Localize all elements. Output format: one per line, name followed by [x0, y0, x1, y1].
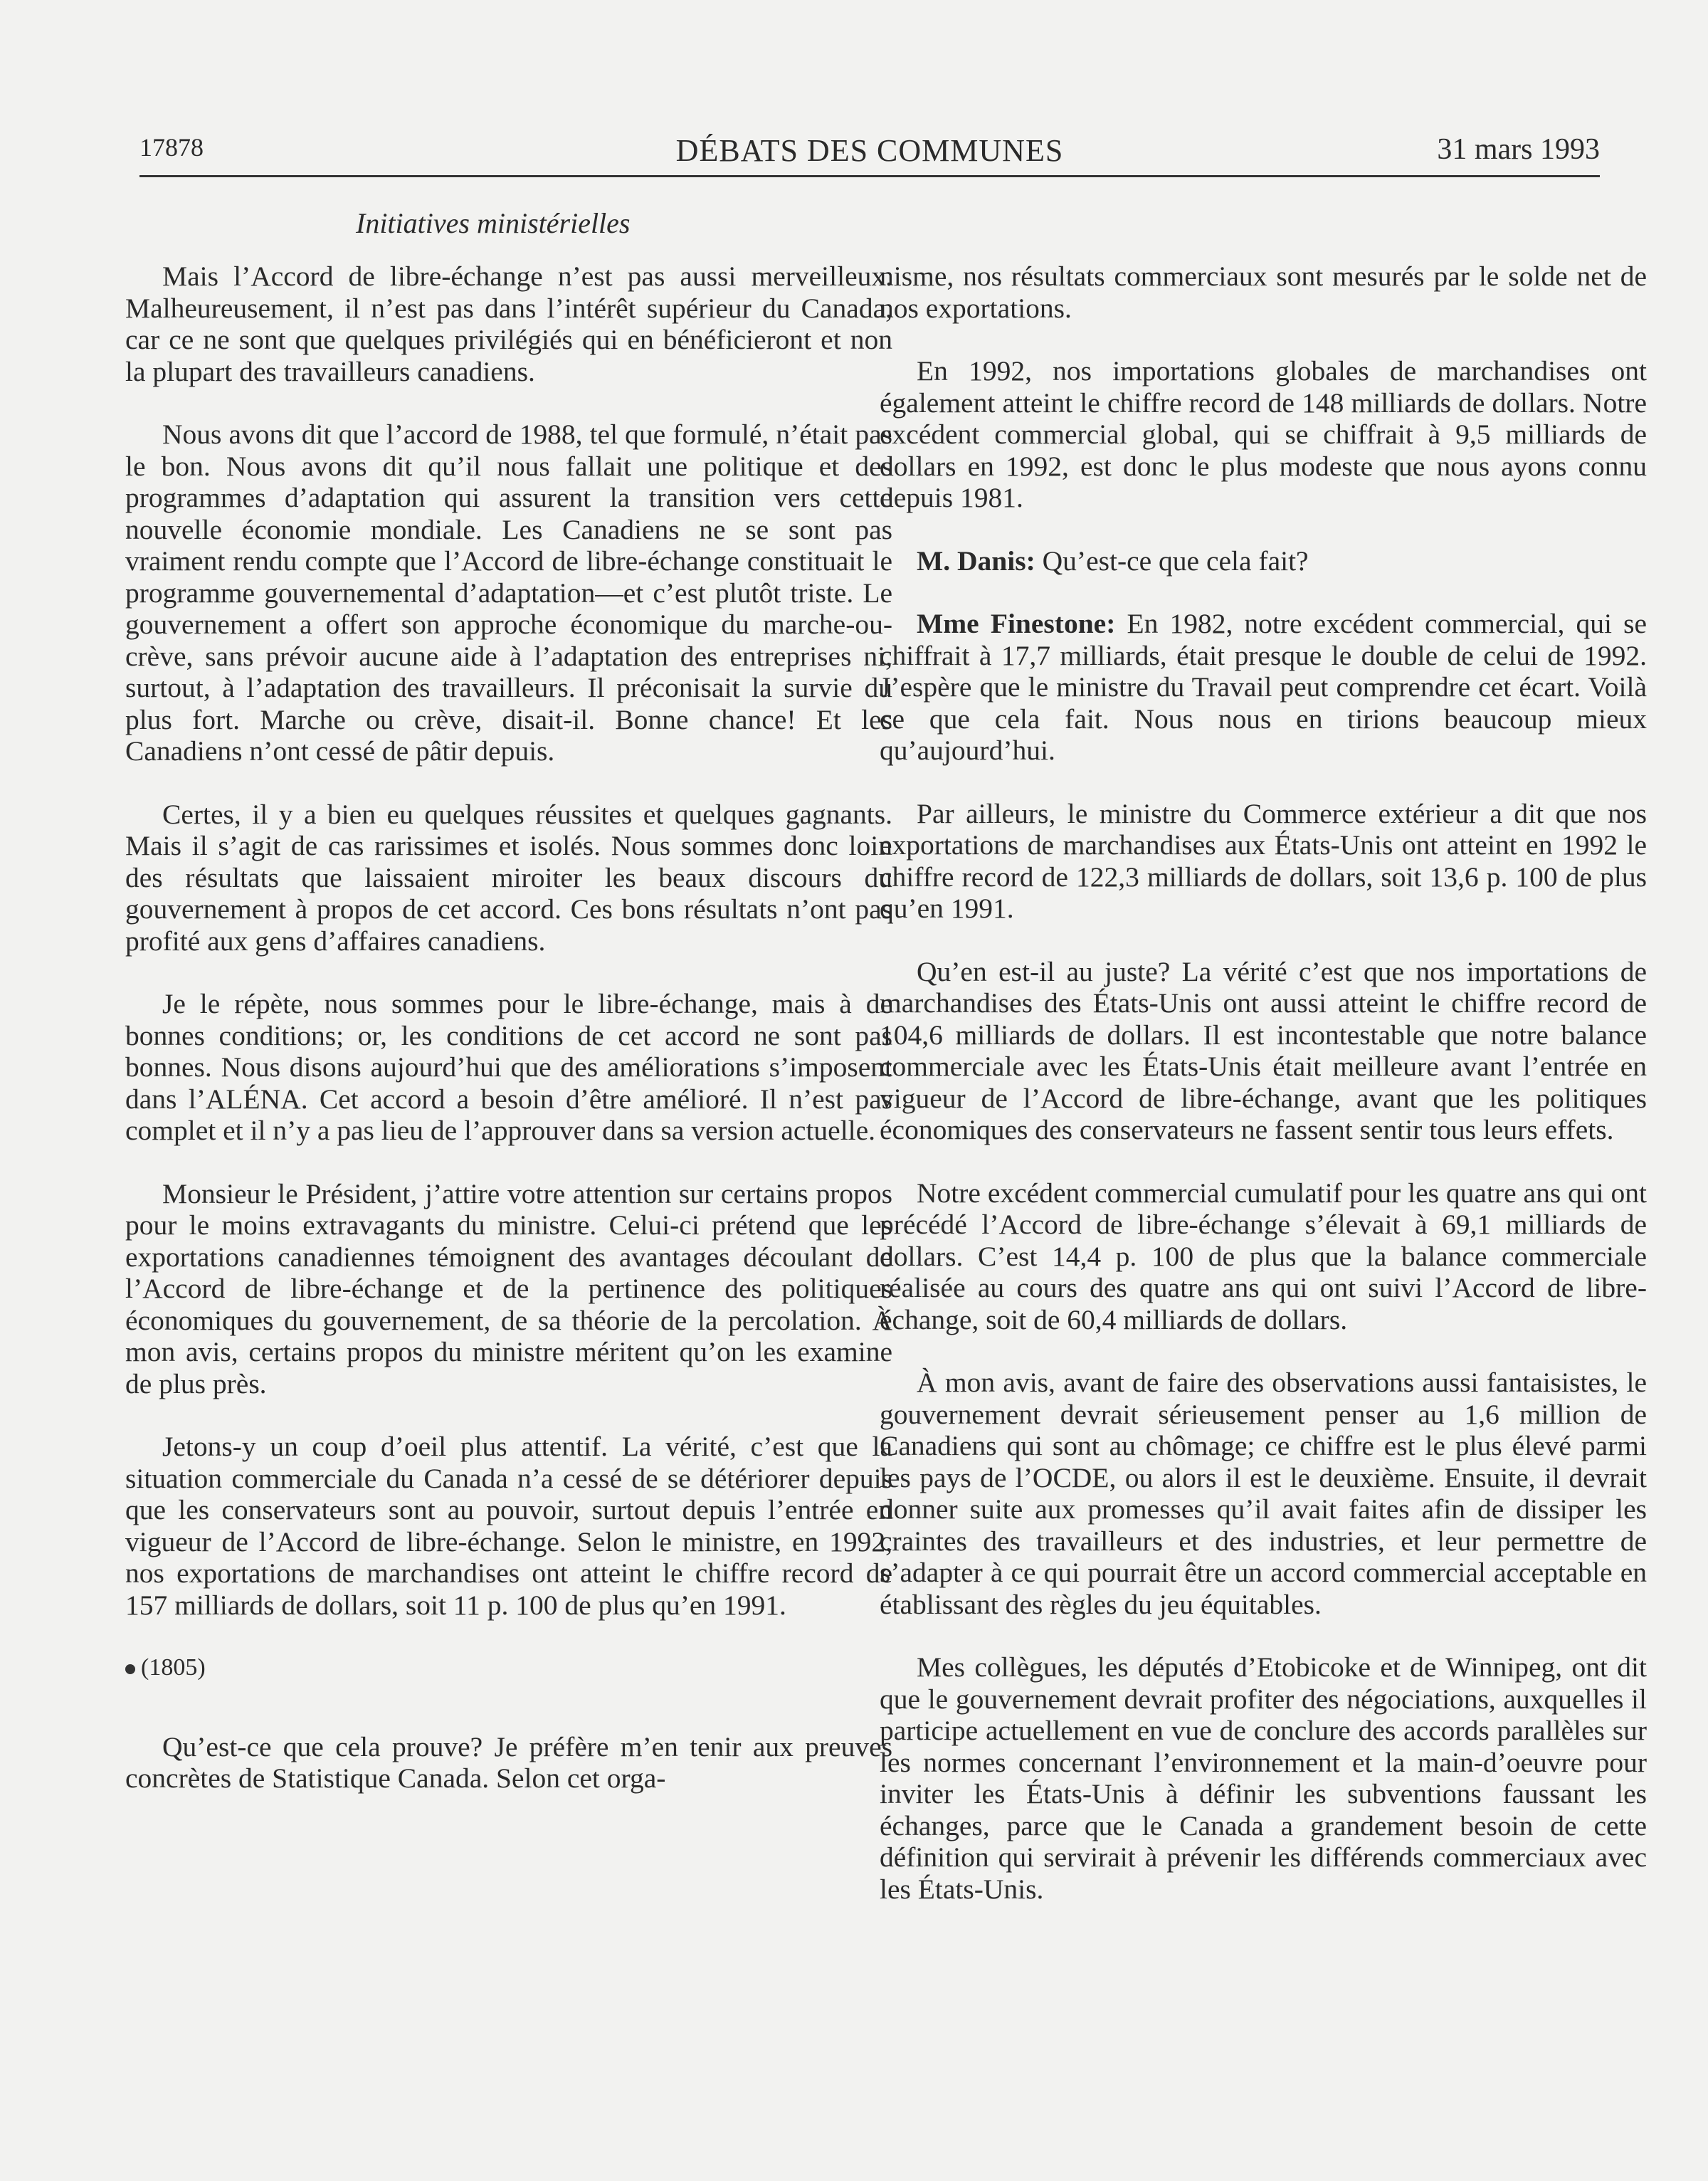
paragraph: À mon avis, avant de faire des observations aussi fantaisistes, le gouvernement devrait sérieusement penser au 1,6 million de Canadiens qui sont au chômage; ce chiffre est le plus élevé parmi les pays de l’OCDE, ou alors il est le deuxième. Ensuite, il devrait donner suite aux promesses qu’il avait faites afin de dissiper les craintes des travailleurs et des industries, et leur permettre de s’adapter à ce qui pourrait être un accord commercial acceptable en établissant des règles du jeu équitables. — [880, 1367, 1647, 1620]
publication-title: DÉBATS DES COMMUNES — [675, 133, 1064, 168]
section-title: Initiatives ministérielles — [356, 207, 631, 239]
speaker-name: Mme Finestone: — [917, 608, 1116, 639]
speech-paragraph — [880, 608, 1647, 767]
page-number: 17878 — [139, 133, 204, 162]
paragraph: Certes, il y a bien eu quelques réussites et quelques gagnants. Mais il s’agit de cas rarissimes et isolés. Nous sommes donc loin des résultats que laissaient miroiter les beaux discours du gouvernement à propos de cet accord. Ces bons résultats n’ont pas profité aux gens d’affaires canadiens. — [125, 798, 892, 957]
right-column — [880, 261, 1647, 1936]
paragraph: Jetons-y un coup d’oeil plus attentif. La vérité, c’est que la situation commerciale du Canada n’a cessé de se détériorer depuis que les conservateurs sont au pouvoir, surtout depuis l’entrée en vigueur de l’Accord de libre-échange. Selon le ministre, en 1992, nos exportations de marchandises ont atteint le chiffre record de 157 milliards de dollars, soit 11 p. 100 de plus qu’en 1991. — [125, 1431, 892, 1621]
paragraph: Je le répète, nous sommes pour le libre-échange, mais à de bonnes conditions; or, les conditions de cet accord ne sont pas bonnes. Nous disons aujourd’hui que des améliorations s’imposent dans l’ALÉNA. Cet accord a besoin d’être amélioré. Il n’est pas complet et il n’y a pas lieu de l’approuver dans sa version actuelle. — [125, 988, 892, 1146]
paragraph: Qu’est-ce que cela prouve? Je préfère m’en tenir aux preuves concrètes de Statistique Canada. Selon cet orga- — [125, 1730, 892, 1794]
time-marker — [125, 1652, 892, 1684]
paragraph: Monsieur le Président, j’attire votre attention sur certains propos pour le moins extravagants du ministre. Celui-ci prétend que les exportations canadiennes témoignent des avantages découlant de l’Accord de libre-échange et de la pertinence des politiques économiques du gouvernement, de sa théorie de la percolation. À mon avis, certains propos du ministre méritent qu’on les examine de plus près. — [125, 1177, 892, 1399]
speech-text: En 1982, notre excédent commercial, qui se chiffrait à 17,7 milliards, était presque le double de celui de 1992. J’espère que le ministre du Travail peut comprendre cet écart. Voilà ce que cela fait. Nous nous en tirions beaucoup mieux qu’aujourd’hui. — [880, 608, 1648, 766]
speech-text: Qu’est-ce que cela fait? — [1042, 545, 1309, 577]
paragraph: nisme, nos résultats commerciaux sont mesurés par le solde net de nos exportations. — [880, 261, 1647, 324]
page-header — [139, 132, 1600, 175]
bullet-icon — [125, 1664, 135, 1674]
paragraph: Qu’en est-il au juste? La vérité c’est que nos importations de marchandises des États-Unis ont aussi atteint le chiffre record de 104,6 milliards de dollars. Il est incontestable que notre balance commerciale avec les États-Unis était meilleure avant l’entrée en vigueur de l’Accord de libre-échange, avant que les politiques économiques des conservateurs ne fassent sentir tous leurs effets. — [880, 955, 1647, 1145]
paragraph: En 1992, nos importations globales de marchandises ont également atteint le chiffre record de 148 milliards de dollars. Notre excédent commercial global, qui se chiffrait à 9,5 milliards de dollars en 1992, est donc le plus modeste que nous ayons connu depuis 1981. — [880, 355, 1647, 513]
paragraph: Par ailleurs, le ministre du Commerce extérieur a dit que nos exportations de marchandises aux États-Unis ont atteint en 1992 le chiffre record de 122,3 milliards de dollars, soit 13,6 p. 100 de plus qu’en 1991. — [880, 797, 1647, 924]
paragraph: Mes collègues, les députés d’Etobicoke et de Winnipeg, ont dit que le gouvernement devrait profiter des négociations, auxquelles il participe actuellement en vue de conclure des accords parallèles sur les normes concernant l’environnement et la main-d’oeuvre pour inviter les États-Unis à définir les subventions faussant les échanges, parce que le Canada a grandement besoin de cette définition qui servirait à prévenir les différends commerciaux avec les États-Unis. — [880, 1651, 1647, 1905]
paragraph: Mais l’Accord de libre-échange n’est pas aussi merveilleux. Malheureusement, il n’est pas dans l’intérêt supérieur du Canada, car ce ne sont que quelques privilégiés qui en bénéficieront et non la plupart des travailleurs canadiens. — [125, 261, 892, 387]
left-column — [125, 261, 892, 1826]
speaker-name: M. Danis: — [917, 545, 1035, 577]
publication-date: 31 mars 1993 — [1437, 133, 1600, 166]
time-marker-label: (1805) — [141, 1654, 206, 1681]
paragraph: Nous avons dit que l’accord de 1988, tel que formulé, n’était pas le bon. Nous avons dit qu’il nous fallait une politique et des programmes d’adaptation qui assurent la transition vers cette nouvelle économie mondiale. Les Canadiens ne se sont pas vraiment rendu compte que l’Accord de libre-échange constituait le programme gouvernemental d’adaptation—et c’est plutôt triste. Le gouvernement a offert son approche économique du marche-ou-crève, sans prévoir aucune aide à l’adaptation des entreprises ni, surtout, à l’adaptation des travailleurs. Il préconisait la survie du plus fort. Marche ou crève, disait-il. Bonne chance! Et les Canadiens n’ont cessé de pâtir depuis. — [125, 419, 892, 767]
paragraph: Notre excédent commercial cumulatif pour les quatre ans qui ont précédé l’Accord de libre-échange s’élevait à 69,1 milliards de dollars. C’est 14,4 p. 100 de plus que la balance commerciale réalisée au cours des quatre ans qui ont suivi l’Accord de libre-échange, soit de 60,4 milliards de dollars. — [880, 1177, 1647, 1335]
header-rule — [139, 175, 1600, 177]
speech-paragraph — [880, 545, 1647, 577]
